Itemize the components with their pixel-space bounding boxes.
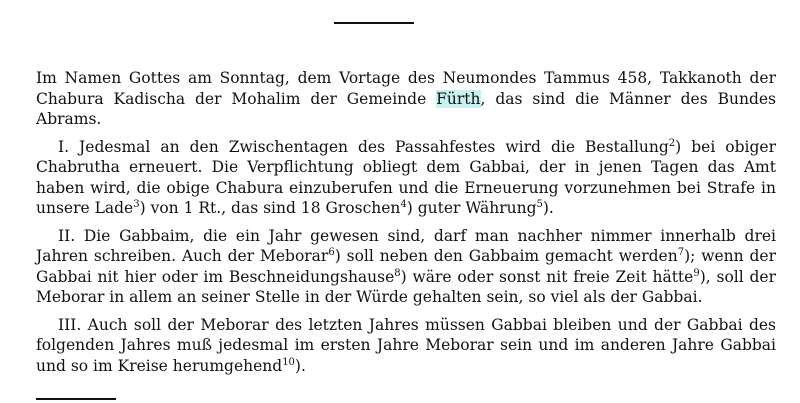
footnote-ref: 10 (282, 356, 295, 368)
footnote-ref: 4 (400, 198, 407, 210)
p1-text-2: ) bei obiger Chabrutha erneuert. Die Verpflichtung obliegt dem Gabbai, der in jenen Tagen das Amt haben wird, die obige Chabura einzuberufen und die Erneuerung vorzunehmen bei Strafe in unsere Lade (36, 137, 776, 217)
footnote-ref: 8 (394, 267, 401, 279)
intro-text: Im Namen Gottes am Sonntag, dem Vortage des Neumondes Tammus 458, Takkanoth der Chabura Kadischa der Mohalim der Gemeinde (36, 69, 776, 108)
footnote-ref: 3 (133, 198, 140, 210)
footnote-ref: 7 (677, 246, 685, 258)
highlighted-word: Fürth (436, 89, 481, 108)
p2-text-2: ) soll neben den Gabbaim gemacht werden (334, 247, 678, 265)
p2-text-4: ) wäre oder sonst nit freie Zeit hätte (400, 267, 694, 286)
paragraph-two (36, 226, 776, 308)
p1-text-1: I. Jedesmal an den Zwischentagen des Passahfestes wird die Bestallung (58, 137, 669, 156)
footnote-divider (36, 398, 116, 400)
paragraph-three (36, 315, 776, 377)
footnote-ref: 2 (668, 137, 676, 149)
p1-text-3: ) von 1 Rt., das sind 18 Groschen (139, 199, 401, 217)
footnote-ref: 9 (693, 267, 700, 279)
p2-text-5: ), soll der Meborar in allem an seiner Stelle in der Würde gehalten sein, so viel als der Gabbai. (36, 267, 776, 306)
p2-text-1: II. Die Gabbaim, die ein Jahr gewesen sind, darf man nachher nimmer innerhalb drei Jahren schreiben. Auch der Meborar (36, 226, 776, 265)
document-body (36, 68, 776, 383)
footnote-ref: 6 (328, 246, 335, 258)
p3-text-2: ). (294, 356, 306, 375)
top-divider (334, 22, 414, 24)
footnote-ref: 5 (536, 198, 543, 210)
p3-text-1: III. Auch soll der Meborar des letzten Jahres müssen Gabbai bleiben und der Gabbai des folgenden Jahres muß jedesmal im ersten Jahre Meborar sein und im anderen Jahre Gabbai und so im Kreise herumgehend (36, 315, 776, 375)
intro-paragraph (36, 68, 776, 130)
paragraph-one (36, 137, 776, 219)
intro-text-end: , das sind die Männer des Bundes Abrams. (36, 89, 776, 128)
p1-text-4: ) guter Währung (406, 199, 537, 217)
p2-text-3: ); wenn der Gabbai nit hier oder im Beschneidungshause (36, 247, 776, 286)
p1-text-5: ). (542, 199, 554, 217)
